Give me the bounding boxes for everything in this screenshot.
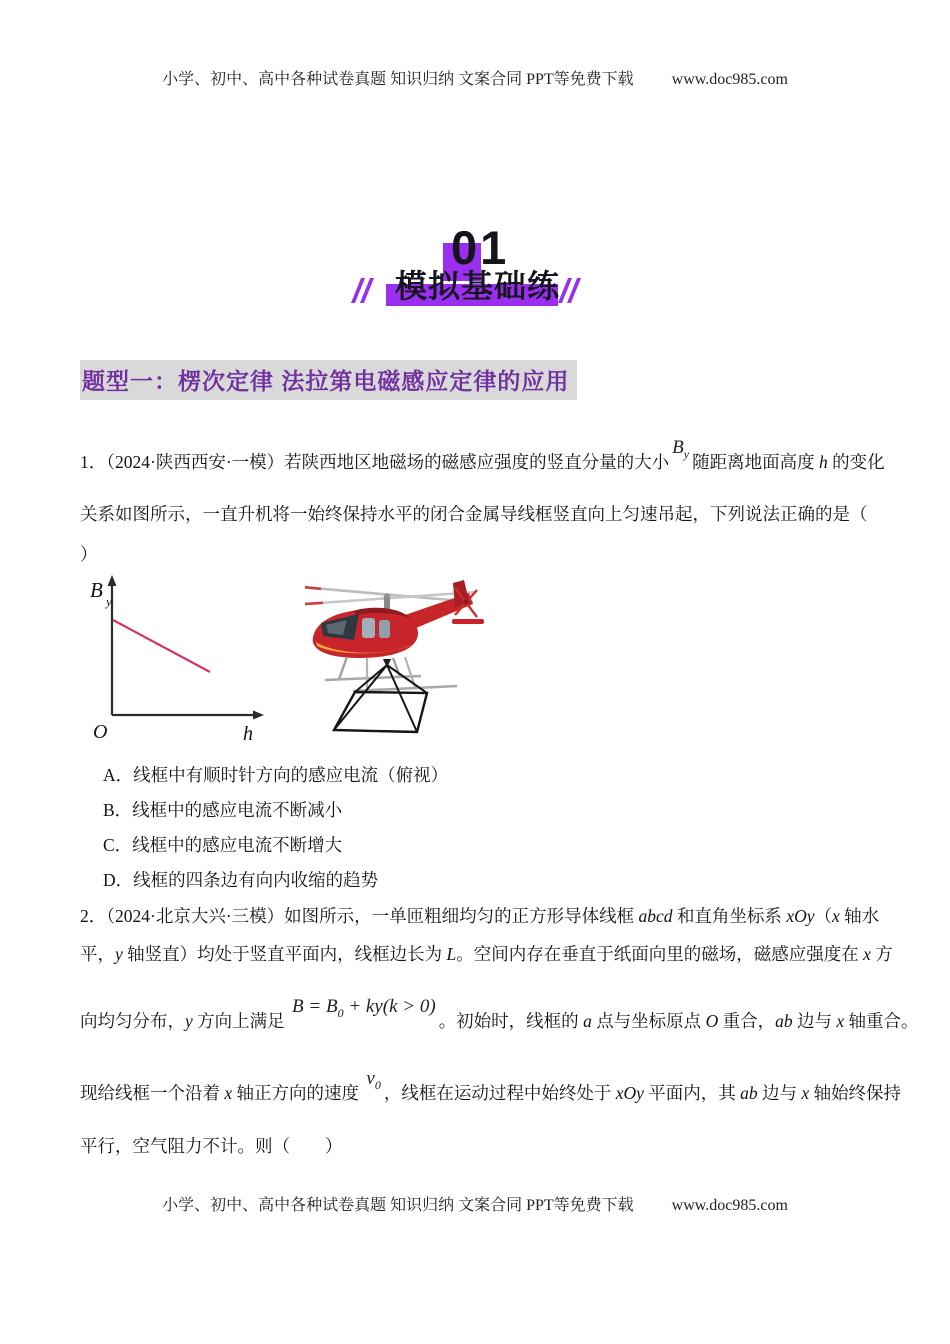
q1-option-d: D．线框的四条边有向内收缩的趋势 bbox=[103, 870, 379, 890]
q2-line-2: 平，y 轴竖直）均处于竖直平面内，线框边长为 L。空间内存在垂直于纸面向里的磁场，磁感应强度在 x 方 bbox=[80, 944, 893, 964]
q1-option-c: C．线框中的感应电流不断增大 bbox=[103, 835, 343, 855]
side-window bbox=[362, 618, 375, 638]
x-axis-arrow-icon bbox=[253, 711, 264, 720]
slash-decor-left-icon bbox=[356, 278, 374, 304]
page-footer bbox=[0, 1192, 950, 1215]
header-text: 小学、初中、高中各种试卷真题 知识归纳 文案合同 PPT等免费下载 bbox=[162, 71, 634, 88]
q2-line-5: 平行，空气阻力不计。则（ ） bbox=[80, 1136, 343, 1156]
q1-option-a: A．线框中有顺时针方向的感应电流（俯视） bbox=[103, 765, 449, 785]
q2-line-3: 向均匀分布，y 方向上满足 $B = B_0 + ky(k > 0)$。初始时，线框的 a 点与坐标原点 O 重合，ab 边与 x 轴重合。 bbox=[80, 996, 919, 1031]
q1-line-2: 关系如图所示，一直升机将一始终保持水平的闭合金属导线框竖直向上匀速吊起，下列说法正确的是（ bbox=[80, 504, 868, 524]
formula-B-equals-B0-plus-ky: $B = B_0 + ky(k > 0)$ bbox=[292, 996, 436, 1020]
tail-stabilizer bbox=[452, 619, 484, 624]
side-window bbox=[379, 620, 390, 638]
slash-decor-right-icon bbox=[563, 278, 581, 304]
y-axis-label-sub: y bbox=[106, 594, 112, 609]
banner-number: 01 bbox=[451, 221, 510, 274]
q1-option-b: B．线框中的感应电流不断减小 bbox=[103, 800, 343, 820]
y-axis-arrow-icon bbox=[108, 575, 117, 586]
q2-line-4: 现给线框一个沿着 x 轴正方向的速度 $v_0$ ，线框在运动过程中始终处于 xOy 平面内，其 ab 边与 x 轴始终保持 bbox=[80, 1068, 902, 1103]
sling-line bbox=[334, 665, 387, 730]
y-axis-label: B bbox=[90, 578, 103, 602]
page-header bbox=[0, 66, 950, 89]
q1-line-1 bbox=[80, 437, 885, 477]
q2-line-1: 2．（2024·北京大兴·三模）如图所示，一单匝粗细均匀的正方形导体线框 abcd 和直角坐标系 xOy（x 轴水 bbox=[80, 906, 880, 926]
footer-url: www.doc985.com bbox=[671, 1197, 788, 1214]
by-line-series bbox=[113, 620, 210, 672]
header-url: www.doc985.com bbox=[671, 71, 788, 88]
formula-v-sub-0: $v_0$ bbox=[366, 1068, 381, 1092]
helicopter-image bbox=[305, 575, 580, 743]
x-axis-label: h bbox=[243, 723, 253, 745]
section-heading: 题型一：楞次定律 法拉第电磁感应定律的应用 bbox=[80, 360, 577, 400]
q1-line-3: ） bbox=[80, 544, 98, 564]
q1-line1-text: 1．（2024·陕西西安·一模）若陕西地区地磁场的磁感应强度的竖直分量的大小 bbox=[80, 452, 670, 472]
formula-B-sub-y: $B_y$ bbox=[672, 437, 690, 461]
q1-line1-tail: 随距离地面高度 h 的变化 bbox=[692, 452, 885, 472]
by-h-graph bbox=[85, 572, 270, 747]
banner-title: 模拟基础练 bbox=[395, 268, 561, 304]
origin-label: O bbox=[93, 721, 108, 743]
footer-text: 小学、初中、高中各种试卷真题 知识归纳 文案合同 PPT等免费下载 bbox=[162, 1197, 634, 1214]
